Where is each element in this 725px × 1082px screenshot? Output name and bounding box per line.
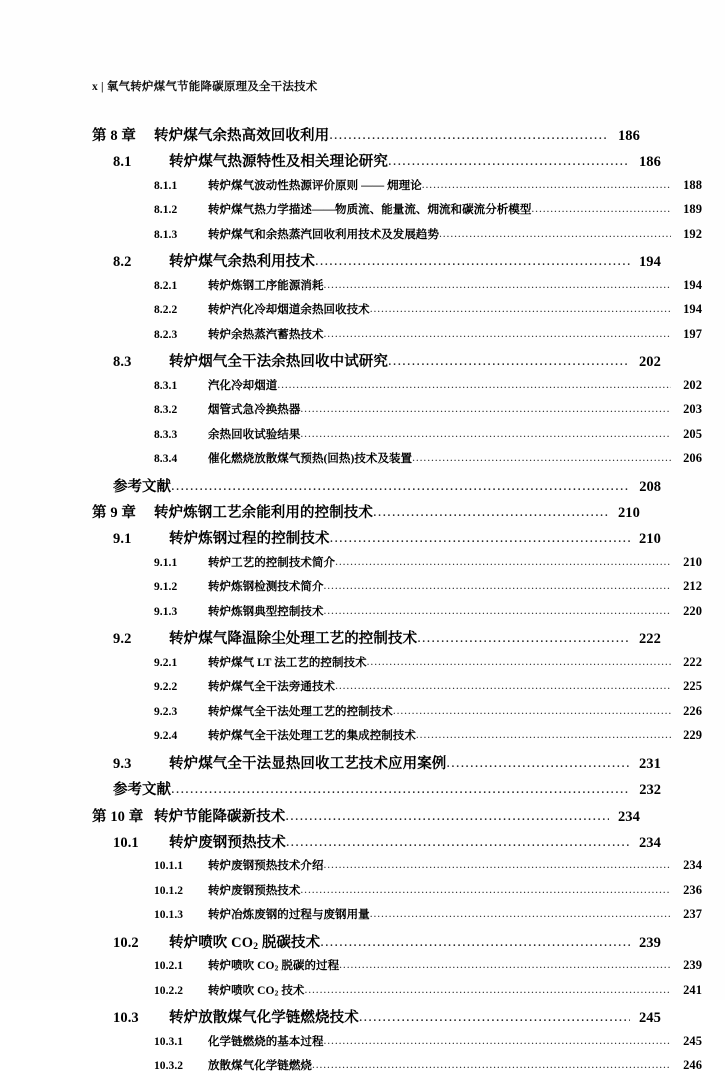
toc-entry-page-number: 222 [683, 654, 702, 669]
toc-entry-title: 转炉煤气降温除尘处理工艺的控制技术 [169, 631, 418, 647]
dot-leader [277, 380, 671, 392]
toc-entry-title: 转炉喷吹 $CO_2$ 脱碳的过程 [208, 960, 340, 973]
toc-entry-page-number: 202 [683, 377, 702, 392]
toc-entry-title: 转炉煤气余热高效回收利用 [154, 128, 330, 144]
toc-entry-title: 转炉喷吹 $CO_2$ 技术 [208, 984, 305, 998]
toc-entry-number: 8.3.4 [154, 453, 178, 465]
toc-entry-sub[interactable] [92, 401, 702, 426]
toc-entry-number: 8.2 [113, 254, 132, 270]
toc-entry-sub[interactable] [92, 450, 702, 475]
toc-entry-page-number: 194 [638, 254, 661, 270]
toc-entry-chapter[interactable] [92, 124, 640, 150]
toc-entry-number: 第 9 章 [92, 505, 136, 521]
toc-entry-title: 转炉废钢预热技术 [208, 884, 301, 897]
toc-entry-title: 催化燃烧放散煤气预热(回热)技术及装置 [208, 453, 413, 465]
dot-leader [531, 204, 671, 216]
toc-entry-sub[interactable] [92, 857, 702, 882]
dot-leader [285, 809, 609, 826]
toc-entry-number: 8.3.3 [154, 428, 178, 441]
dot-leader [324, 280, 672, 292]
toc-entry-title: 转炉烟气全干法余热回收中试研究 [169, 354, 388, 370]
dot-leader [300, 885, 671, 897]
toc-entry-sub[interactable] [92, 177, 702, 202]
dot-leader [359, 1010, 630, 1027]
toc-entry-sub[interactable] [92, 301, 702, 326]
toc-entry-title: 转炉喷吹 $CO_2$ 脱碳技术 [169, 934, 321, 952]
toc-entry-number: 9.1.2 [154, 581, 178, 593]
toc-entry-title: 转炉炼钢检测技术简介 [208, 581, 324, 593]
toc-entry-page-number: 212 [683, 579, 702, 593]
dot-leader [367, 657, 671, 669]
toc-entry-page-number: 241 [683, 982, 702, 997]
toc-entry-sub[interactable] [92, 554, 702, 579]
toc-entry-number: 8.1.2 [154, 204, 178, 216]
toc-entry-page-number: 234 [638, 834, 661, 851]
toc-entry-sub[interactable] [92, 226, 702, 251]
toc-entry-number: 10.1.1 [154, 860, 184, 872]
toc-entry-page-number: 203 [683, 402, 702, 416]
toc-entry-title: 转炉煤气热源特性及相关理论研究 [169, 154, 388, 170]
toc-entry-title: 化学链燃烧的基本过程 [208, 1035, 324, 1048]
toc-entry-title: 汽化冷却烟道 [208, 379, 278, 392]
toc-entry-title: 转炉冶炼废钢的过程与废钢用量 [208, 909, 370, 921]
toc-entry-title: 转炉汽化冷却烟道余热回收技术 [208, 304, 370, 316]
dot-leader [324, 860, 672, 872]
toc-entry-section[interactable] [92, 250, 661, 277]
toc-entry-number: 8.3 [113, 354, 132, 370]
running-head: x | 氧气转炉煤气节能降碳原理及全干法技术 [92, 81, 318, 93]
toc-entry-page-number: 226 [683, 703, 702, 718]
toc-entry-sub[interactable] [92, 377, 702, 402]
toc-entry-title: 转炉炼钢过程的控制技术 [169, 531, 330, 547]
toc-entry-page-number: 245 [683, 1033, 702, 1048]
dot-leader [393, 706, 671, 718]
toc-entry-sub[interactable] [92, 882, 702, 907]
toc-entry-section[interactable] [92, 627, 661, 654]
toc-entry-sub[interactable] [92, 277, 702, 302]
dot-leader [335, 681, 671, 693]
toc-entry-number: 9.2 [113, 631, 132, 647]
dot-leader [324, 581, 672, 593]
toc-entry-page-number: 197 [683, 326, 702, 341]
toc-entry-title: 转炉煤气全干法旁通技术 [208, 681, 336, 693]
toc-entry-title: 放散煤气化学链燃烧 [208, 1060, 312, 1072]
toc-entry-page-number: 220 [683, 603, 702, 618]
toc-entry-number: 9.1 [113, 531, 132, 547]
toc-entry-page-number: 194 [683, 302, 702, 316]
toc-entry-page-number: 229 [683, 728, 702, 742]
dot-leader [329, 128, 609, 145]
toc-entry-sub[interactable] [92, 201, 702, 226]
toc-entry-page-number: 239 [683, 958, 702, 972]
toc-entry-number: 10.3 [113, 1010, 139, 1026]
toc-entry-page-number: 234 [683, 858, 702, 872]
dot-leader [439, 229, 671, 241]
dot-leader [312, 1060, 671, 1072]
dot-leader [446, 756, 630, 773]
dot-leader [370, 909, 671, 921]
toc-entry-title: 转炉煤气和余热蒸汽回收利用技术及发展趋势 [208, 228, 439, 241]
toc-entry-page-number: 232 [639, 782, 661, 798]
toc-entry-page-number: 222 [638, 631, 661, 647]
toc-entry-sub[interactable] [92, 727, 702, 752]
toc-entry-page-number: 236 [683, 882, 702, 897]
dot-leader [388, 154, 630, 171]
toc-entry-number: 第 10 章 [92, 808, 144, 825]
toc-entry-title: 转炉工艺的控制技术简介 [208, 556, 336, 569]
toc-entry-page-number: 208 [639, 478, 661, 495]
toc-entry-page-number: 231 [638, 755, 661, 772]
toc-entry-number: 10.2.2 [154, 984, 184, 997]
toc-entry-page-number: 210 [683, 554, 702, 569]
toc-entry-number: 10.2 [113, 934, 139, 951]
toc-entry-title: 转炉放散煤气化学链燃烧技术 [169, 1010, 359, 1026]
toc-entry-title: 转炉煤气 LT 法工艺的控制技术 [208, 656, 367, 669]
toc-entry-page-number: 186 [638, 154, 661, 170]
dot-leader [324, 606, 672, 618]
toc-entry-page-number: 192 [683, 226, 702, 241]
toc-entry-sub[interactable] [92, 1057, 702, 1082]
toc-entry-title: 余热回收试验结果 [208, 428, 301, 441]
dot-leader [304, 985, 671, 997]
toc-entry-number: 8.1.1 [154, 179, 178, 192]
dot-leader [324, 329, 672, 341]
toc-entry-sub[interactable] [92, 957, 702, 982]
dot-leader [412, 453, 671, 465]
toc-entry-title: 转炉煤气全干法处理工艺的集成控制技术 [208, 730, 416, 742]
toc-entry-section[interactable] [92, 752, 661, 779]
toc-entry-sub[interactable] [92, 678, 702, 703]
toc-entry-page-number: 186 [617, 128, 640, 144]
toc-entry-title: 转炉煤气全干法处理工艺的控制技术 [208, 705, 393, 718]
toc-entry-page-number: 234 [617, 808, 640, 825]
toc-entry-title: 转炉废钢预热技术 [169, 834, 286, 851]
toc-entry-title: 转炉炼钢工序能源消耗 [208, 279, 324, 292]
toc-entry-number: 10.1.2 [154, 884, 184, 897]
toc-entry-number: 10.2.1 [154, 960, 184, 972]
dot-leader [335, 557, 671, 569]
toc-entry-number: 第 8 章 [92, 128, 136, 144]
toc-entry-page-number: 245 [638, 1010, 661, 1026]
toc-entry-number: 9.2.3 [154, 705, 178, 718]
toc-entry-page-number: 194 [683, 277, 702, 292]
toc-entry-page-number: 205 [683, 426, 702, 441]
dot-leader [171, 479, 630, 496]
toc-entry-number: 8.3.1 [154, 379, 178, 392]
dot-leader [417, 631, 630, 648]
toc-entry-page-number: 206 [683, 451, 702, 465]
toc-entry-title: 转炉煤气热力学描述——物质流、能量流、㶲流和碳流分析模型 [208, 204, 532, 216]
toc-entry-sub[interactable] [92, 603, 702, 628]
toc-entry-title: 转炉废钢预热技术介绍 [208, 860, 324, 872]
dot-leader [286, 835, 630, 852]
dot-leader [388, 354, 630, 371]
dot-leader [320, 935, 630, 952]
dot-leader [416, 730, 671, 742]
dot-leader [373, 505, 609, 522]
toc-entry-title: 转炉煤气余热利用技术 [169, 254, 315, 270]
dot-leader [315, 254, 630, 271]
toc-entry-number: 9.1.3 [154, 605, 178, 618]
toc-entry-title: 转炉炼钢工艺余能利用的控制技术 [154, 505, 373, 521]
toc-entry-number: 10.1 [113, 834, 139, 851]
toc-entry-section[interactable] [92, 831, 661, 858]
toc-entry-title: 参考文献 [113, 782, 171, 798]
toc-entry-section[interactable] [92, 527, 661, 554]
dot-leader [171, 782, 630, 799]
toc-entry-number: 8.1.3 [154, 228, 178, 241]
toc-entry-title: 烟管式急冷换热器 [208, 404, 301, 416]
table-of-contents [92, 124, 702, 1082]
toc-entry-page-number: 239 [638, 934, 661, 951]
toc-entry-number: 10.3.2 [154, 1060, 184, 1072]
toc-entry-sub[interactable] [92, 578, 702, 603]
toc-entry-section[interactable] [92, 1006, 661, 1033]
toc-entry-number: 10.1.3 [154, 909, 184, 921]
toc-entry-page-number: 246 [683, 1058, 702, 1072]
dot-leader [339, 960, 671, 972]
toc-entry-number: 9.2.4 [154, 730, 178, 742]
toc-entry-sub[interactable] [92, 426, 702, 451]
dot-leader [422, 180, 671, 192]
toc-entry-title: 参考文献 [113, 478, 171, 495]
toc-entry-sub[interactable] [92, 703, 702, 728]
toc-entry-sub[interactable] [92, 654, 702, 679]
toc-entry-ref[interactable] [92, 778, 661, 805]
toc-entry-number: 10.3.1 [154, 1035, 184, 1048]
toc-entry-section[interactable] [92, 150, 661, 177]
dot-leader [324, 1036, 672, 1048]
toc-entry-title: 转炉节能降碳新技术 [154, 808, 286, 825]
dot-leader [370, 304, 671, 316]
toc-entry-number: 9.1.1 [154, 556, 178, 569]
toc-entry-page-number: 188 [683, 177, 702, 192]
toc-entry-section[interactable] [92, 350, 661, 377]
toc-entry-page-number: 210 [617, 505, 640, 521]
toc-entry-section[interactable] [92, 931, 661, 958]
toc-entry-sub[interactable] [92, 326, 702, 351]
toc-entry-number: 9.2.1 [154, 656, 178, 669]
toc-entry-chapter[interactable] [92, 501, 640, 527]
dot-leader [300, 429, 671, 441]
toc-entry-page-number: 237 [683, 907, 702, 921]
toc-entry-page-number: 202 [638, 354, 661, 370]
toc-entry-sub[interactable] [92, 1033, 702, 1058]
toc-entry-number: 9.3 [113, 755, 132, 772]
toc-entry-number: 8.2.3 [154, 328, 178, 341]
toc-entry-number: 8.2.2 [154, 304, 178, 316]
toc-entry-page-number: 225 [683, 679, 702, 693]
dot-leader [300, 404, 671, 416]
toc-entry-title: 转炉余热蒸汽蓄热技术 [208, 328, 324, 341]
toc-entry-chapter[interactable] [92, 805, 640, 831]
toc-entry-number: 9.2.2 [154, 681, 178, 693]
toc-entry-title: 转炉炼钢典型控制技术 [208, 605, 324, 618]
toc-entry-number: 8.2.1 [154, 279, 178, 292]
dot-leader [330, 531, 630, 548]
toc-entry-number: 8.1 [113, 154, 132, 170]
toc-entry-sub[interactable] [92, 906, 702, 931]
toc-entry-page-number: 189 [683, 202, 702, 216]
toc-entry-sub[interactable] [92, 982, 702, 1007]
toc-entry-page-number: 210 [638, 531, 661, 547]
toc-entry-ref[interactable] [92, 475, 661, 502]
toc-entry-number: 8.3.2 [154, 404, 178, 416]
toc-entry-title: 转炉煤气波动性热源评价原则 —— 㶲理论 [208, 179, 422, 192]
toc-entry-title: 转炉煤气全干法显热回收工艺技术应用案例 [169, 755, 447, 772]
